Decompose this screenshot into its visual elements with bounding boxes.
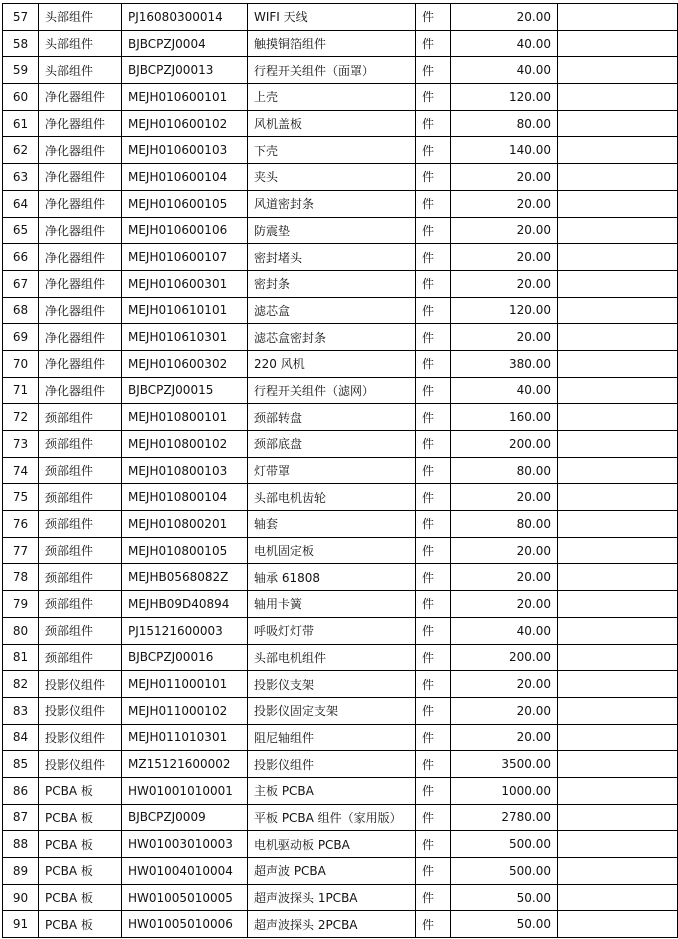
- note-cell: [558, 244, 678, 271]
- row-number-cell: 61: [3, 110, 39, 137]
- row-number-cell: 79: [3, 591, 39, 618]
- part-code-cell: MEJH010800105: [122, 537, 248, 564]
- row-number-cell: 82: [3, 671, 39, 698]
- component-group-cell: 净化器组件: [39, 190, 122, 217]
- unit-cell: 件: [416, 831, 451, 858]
- row-number-cell: 84: [3, 724, 39, 751]
- price-cell: 200.00: [451, 431, 558, 458]
- part-code-cell: MEJH010800103: [122, 457, 248, 484]
- row-number-cell: 66: [3, 244, 39, 271]
- price-cell: 3500.00: [451, 751, 558, 778]
- table-row: [3, 431, 678, 458]
- part-code-cell: MEJH010600103: [122, 137, 248, 164]
- component-group-cell: 净化器组件: [39, 137, 122, 164]
- part-code-cell: MEJH011000102: [122, 697, 248, 724]
- price-cell: 160.00: [451, 404, 558, 431]
- row-number-cell: 89: [3, 858, 39, 885]
- price-cell: 80.00: [451, 110, 558, 137]
- note-cell: [558, 858, 678, 885]
- unit-cell: 件: [416, 350, 451, 377]
- note-cell: [558, 457, 678, 484]
- part-name-cell: 滤芯盒密封条: [248, 324, 416, 351]
- price-cell: 20.00: [451, 217, 558, 244]
- part-name-cell: 超声波 PCBA: [248, 858, 416, 885]
- unit-cell: 件: [416, 164, 451, 191]
- part-name-cell: 滤芯盒: [248, 297, 416, 324]
- price-cell: 20.00: [451, 244, 558, 271]
- part-name-cell: 夹头: [248, 164, 416, 191]
- price-cell: 20.00: [451, 671, 558, 698]
- row-number-cell: 87: [3, 804, 39, 831]
- component-group-cell: PCBA 板: [39, 884, 122, 911]
- row-number-cell: 76: [3, 511, 39, 538]
- note-cell: [558, 164, 678, 191]
- unit-cell: 件: [416, 697, 451, 724]
- component-group-cell: 净化器组件: [39, 244, 122, 271]
- unit-cell: 件: [416, 564, 451, 591]
- note-cell: [558, 911, 678, 938]
- component-group-cell: 颈部组件: [39, 404, 122, 431]
- part-code-cell: MEJH010800104: [122, 484, 248, 511]
- row-number-cell: 83: [3, 697, 39, 724]
- part-code-cell: BJBCPZJ0004: [122, 30, 248, 57]
- table-row: [3, 137, 678, 164]
- part-name-cell: 灯带罩: [248, 457, 416, 484]
- part-code-cell: MEJH010600104: [122, 164, 248, 191]
- unit-cell: 件: [416, 591, 451, 618]
- part-code-cell: HW01004010004: [122, 858, 248, 885]
- note-cell: [558, 671, 678, 698]
- price-cell: 20.00: [451, 591, 558, 618]
- table-row: [3, 457, 678, 484]
- part-code-cell: HW01005010006: [122, 911, 248, 938]
- note-cell: [558, 831, 678, 858]
- unit-cell: 件: [416, 804, 451, 831]
- price-cell: 140.00: [451, 137, 558, 164]
- row-number-cell: 67: [3, 270, 39, 297]
- part-code-cell: MEJH010600106: [122, 217, 248, 244]
- price-cell: 2780.00: [451, 804, 558, 831]
- unit-cell: 件: [416, 324, 451, 351]
- table-row: [3, 297, 678, 324]
- unit-cell: 件: [416, 217, 451, 244]
- price-cell: 20.00: [451, 164, 558, 191]
- part-code-cell: PJ15121600003: [122, 617, 248, 644]
- component-group-cell: PCBA 板: [39, 777, 122, 804]
- price-cell: 500.00: [451, 831, 558, 858]
- part-name-cell: WIFI 天线: [248, 4, 416, 31]
- note-cell: [558, 511, 678, 538]
- price-cell: 120.00: [451, 297, 558, 324]
- table-row: [3, 644, 678, 671]
- part-code-cell: MEJHB09D40894: [122, 591, 248, 618]
- part-name-cell: 行程开关组件（滤网）: [248, 377, 416, 404]
- row-number-cell: 75: [3, 484, 39, 511]
- part-name-cell: 主板 PCBA: [248, 777, 416, 804]
- note-cell: [558, 617, 678, 644]
- row-number-cell: 57: [3, 4, 39, 31]
- component-group-cell: 颈部组件: [39, 537, 122, 564]
- unit-cell: 件: [416, 84, 451, 111]
- part-name-cell: 轴承 61808: [248, 564, 416, 591]
- component-group-cell: 颈部组件: [39, 457, 122, 484]
- price-cell: 20.00: [451, 270, 558, 297]
- note-cell: [558, 270, 678, 297]
- note-cell: [558, 190, 678, 217]
- row-number-cell: 78: [3, 564, 39, 591]
- component-group-cell: 颈部组件: [39, 431, 122, 458]
- component-group-cell: PCBA 板: [39, 911, 122, 938]
- row-number-cell: 73: [3, 431, 39, 458]
- table-row: [3, 564, 678, 591]
- unit-cell: 件: [416, 4, 451, 31]
- table-row: [3, 244, 678, 271]
- component-group-cell: 净化器组件: [39, 297, 122, 324]
- component-group-cell: 颈部组件: [39, 564, 122, 591]
- part-name-cell: 上壳: [248, 84, 416, 111]
- row-number-cell: 68: [3, 297, 39, 324]
- part-name-cell: 超声波探头 2PCBA: [248, 911, 416, 938]
- price-cell: 20.00: [451, 190, 558, 217]
- part-name-cell: 阻尼轴组件: [248, 724, 416, 751]
- component-group-cell: 净化器组件: [39, 217, 122, 244]
- price-cell: 80.00: [451, 457, 558, 484]
- unit-cell: 件: [416, 617, 451, 644]
- part-code-cell: MEJH010600102: [122, 110, 248, 137]
- row-number-cell: 65: [3, 217, 39, 244]
- part-code-cell: MEJH011000101: [122, 671, 248, 698]
- component-group-cell: 颈部组件: [39, 484, 122, 511]
- component-group-cell: 净化器组件: [39, 324, 122, 351]
- table-row: [3, 617, 678, 644]
- unit-cell: 件: [416, 671, 451, 698]
- unit-cell: 件: [416, 537, 451, 564]
- part-name-cell: 触摸铜箔组件: [248, 30, 416, 57]
- table-row: [3, 724, 678, 751]
- note-cell: [558, 804, 678, 831]
- part-code-cell: MEJH010600105: [122, 190, 248, 217]
- part-code-cell: MEJH010800201: [122, 511, 248, 538]
- component-group-cell: 净化器组件: [39, 110, 122, 137]
- part-name-cell: 投影仪支架: [248, 671, 416, 698]
- note-cell: [558, 324, 678, 351]
- unit-cell: 件: [416, 644, 451, 671]
- row-number-cell: 69: [3, 324, 39, 351]
- component-group-cell: 头部组件: [39, 4, 122, 31]
- price-cell: 40.00: [451, 57, 558, 84]
- note-cell: [558, 777, 678, 804]
- unit-cell: 件: [416, 884, 451, 911]
- unit-cell: 件: [416, 30, 451, 57]
- part-name-cell: 投影仪组件: [248, 751, 416, 778]
- price-cell: 50.00: [451, 884, 558, 911]
- unit-cell: 件: [416, 911, 451, 938]
- part-name-cell: 电机固定板: [248, 537, 416, 564]
- unit-cell: 件: [416, 431, 451, 458]
- note-cell: [558, 57, 678, 84]
- note-cell: [558, 644, 678, 671]
- part-name-cell: 220 风机: [248, 350, 416, 377]
- unit-cell: 件: [416, 270, 451, 297]
- part-name-cell: 下壳: [248, 137, 416, 164]
- unit-cell: 件: [416, 110, 451, 137]
- note-cell: [558, 564, 678, 591]
- price-cell: 1000.00: [451, 777, 558, 804]
- price-cell: 200.00: [451, 644, 558, 671]
- part-code-cell: MEJH010600101: [122, 84, 248, 111]
- table-row: [3, 84, 678, 111]
- component-group-cell: 投影仪组件: [39, 751, 122, 778]
- part-name-cell: 密封堵头: [248, 244, 416, 271]
- table-row: [3, 484, 678, 511]
- table-row: [3, 591, 678, 618]
- row-number-cell: 74: [3, 457, 39, 484]
- part-name-cell: 投影仪固定支架: [248, 697, 416, 724]
- part-name-cell: 防震垫: [248, 217, 416, 244]
- unit-cell: 件: [416, 777, 451, 804]
- part-code-cell: BJBCPZJ0009: [122, 804, 248, 831]
- row-number-cell: 58: [3, 30, 39, 57]
- unit-cell: 件: [416, 244, 451, 271]
- component-group-cell: PCBA 板: [39, 831, 122, 858]
- table-row: [3, 164, 678, 191]
- part-code-cell: MEJH010800101: [122, 404, 248, 431]
- part-name-cell: 轴套: [248, 511, 416, 538]
- part-code-cell: BJBCPZJ00013: [122, 57, 248, 84]
- row-number-cell: 77: [3, 537, 39, 564]
- price-cell: 20.00: [451, 564, 558, 591]
- note-cell: [558, 84, 678, 111]
- unit-cell: 件: [416, 377, 451, 404]
- component-group-cell: 投影仪组件: [39, 671, 122, 698]
- part-name-cell: 颈部转盘: [248, 404, 416, 431]
- price-cell: 20.00: [451, 324, 558, 351]
- unit-cell: 件: [416, 137, 451, 164]
- component-group-cell: 净化器组件: [39, 270, 122, 297]
- component-group-cell: 净化器组件: [39, 377, 122, 404]
- table-row: [3, 511, 678, 538]
- note-cell: [558, 4, 678, 31]
- row-number-cell: 60: [3, 84, 39, 111]
- row-number-cell: 71: [3, 377, 39, 404]
- table-row: [3, 537, 678, 564]
- note-cell: [558, 884, 678, 911]
- price-cell: 20.00: [451, 697, 558, 724]
- row-number-cell: 59: [3, 57, 39, 84]
- part-code-cell: MEJH010610301: [122, 324, 248, 351]
- part-code-cell: MEJH010600302: [122, 350, 248, 377]
- unit-cell: 件: [416, 724, 451, 751]
- unit-cell: 件: [416, 457, 451, 484]
- unit-cell: 件: [416, 858, 451, 885]
- table-body: [3, 4, 678, 938]
- unit-cell: 件: [416, 404, 451, 431]
- part-name-cell: 电机驱动板 PCBA: [248, 831, 416, 858]
- price-cell: 80.00: [451, 511, 558, 538]
- table-row: [3, 190, 678, 217]
- part-code-cell: PJ16080300014: [122, 4, 248, 31]
- table-row: [3, 404, 678, 431]
- unit-cell: 件: [416, 57, 451, 84]
- table-row: [3, 30, 678, 57]
- table-row: [3, 777, 678, 804]
- row-number-cell: 88: [3, 831, 39, 858]
- note-cell: [558, 697, 678, 724]
- component-group-cell: 净化器组件: [39, 164, 122, 191]
- price-cell: 50.00: [451, 911, 558, 938]
- table-row: [3, 697, 678, 724]
- table-row: [3, 671, 678, 698]
- price-cell: 380.00: [451, 350, 558, 377]
- part-name-cell: 密封条: [248, 270, 416, 297]
- part-code-cell: MZ15121600002: [122, 751, 248, 778]
- row-number-cell: 81: [3, 644, 39, 671]
- part-code-cell: MEJH010600301: [122, 270, 248, 297]
- component-group-cell: 投影仪组件: [39, 724, 122, 751]
- unit-cell: 件: [416, 751, 451, 778]
- row-number-cell: 86: [3, 777, 39, 804]
- component-group-cell: 投影仪组件: [39, 697, 122, 724]
- table-row: [3, 217, 678, 244]
- part-code-cell: BJBCPZJ00016: [122, 644, 248, 671]
- part-code-cell: MEJHB0568082Z: [122, 564, 248, 591]
- component-group-cell: 净化器组件: [39, 350, 122, 377]
- price-cell: 20.00: [451, 724, 558, 751]
- component-group-cell: 头部组件: [39, 57, 122, 84]
- component-group-cell: 净化器组件: [39, 84, 122, 111]
- table-row: [3, 270, 678, 297]
- note-cell: [558, 724, 678, 751]
- price-cell: 20.00: [451, 537, 558, 564]
- table-row: [3, 377, 678, 404]
- table-row: [3, 911, 678, 938]
- part-code-cell: HW01005010005: [122, 884, 248, 911]
- unit-cell: 件: [416, 297, 451, 324]
- row-number-cell: 90: [3, 884, 39, 911]
- price-cell: 20.00: [451, 484, 558, 511]
- component-group-cell: 颈部组件: [39, 617, 122, 644]
- part-name-cell: 头部电机齿轮: [248, 484, 416, 511]
- part-code-cell: MEJH011010301: [122, 724, 248, 751]
- price-cell: 20.00: [451, 4, 558, 31]
- note-cell: [558, 110, 678, 137]
- part-name-cell: 头部电机组件: [248, 644, 416, 671]
- unit-cell: 件: [416, 484, 451, 511]
- note-cell: [558, 217, 678, 244]
- note-cell: [558, 297, 678, 324]
- table-row: [3, 858, 678, 885]
- part-code-cell: HW01003010003: [122, 831, 248, 858]
- row-number-cell: 72: [3, 404, 39, 431]
- component-group-cell: 颈部组件: [39, 511, 122, 538]
- price-cell: 40.00: [451, 377, 558, 404]
- part-name-cell: 呼吸灯灯带: [248, 617, 416, 644]
- parts-price-table: [2, 3, 678, 938]
- price-cell: 500.00: [451, 858, 558, 885]
- part-code-cell: BJBCPZJ00015: [122, 377, 248, 404]
- row-number-cell: 85: [3, 751, 39, 778]
- price-cell: 120.00: [451, 84, 558, 111]
- part-name-cell: 风道密封条: [248, 190, 416, 217]
- unit-cell: 件: [416, 190, 451, 217]
- component-group-cell: PCBA 板: [39, 804, 122, 831]
- note-cell: [558, 431, 678, 458]
- table-row: [3, 4, 678, 31]
- part-name-cell: 平板 PCBA 组件（家用版）: [248, 804, 416, 831]
- note-cell: [558, 137, 678, 164]
- component-group-cell: PCBA 板: [39, 858, 122, 885]
- unit-cell: 件: [416, 511, 451, 538]
- note-cell: [558, 751, 678, 778]
- part-name-cell: 颈部底盘: [248, 431, 416, 458]
- price-cell: 40.00: [451, 30, 558, 57]
- table-row: [3, 350, 678, 377]
- row-number-cell: 70: [3, 350, 39, 377]
- table-row: [3, 804, 678, 831]
- note-cell: [558, 484, 678, 511]
- table-row: [3, 57, 678, 84]
- row-number-cell: 63: [3, 164, 39, 191]
- component-group-cell: 颈部组件: [39, 644, 122, 671]
- note-cell: [558, 404, 678, 431]
- part-code-cell: HW01001010001: [122, 777, 248, 804]
- table-row: [3, 324, 678, 351]
- part-code-cell: MEJH010610101: [122, 297, 248, 324]
- table-row: [3, 831, 678, 858]
- row-number-cell: 64: [3, 190, 39, 217]
- note-cell: [558, 537, 678, 564]
- table-row: [3, 751, 678, 778]
- note-cell: [558, 30, 678, 57]
- part-name-cell: 风机盖板: [248, 110, 416, 137]
- row-number-cell: 80: [3, 617, 39, 644]
- component-group-cell: 颈部组件: [39, 591, 122, 618]
- row-number-cell: 62: [3, 137, 39, 164]
- price-cell: 40.00: [451, 617, 558, 644]
- table-row: [3, 884, 678, 911]
- component-group-cell: 头部组件: [39, 30, 122, 57]
- part-code-cell: MEJH010800102: [122, 431, 248, 458]
- note-cell: [558, 350, 678, 377]
- note-cell: [558, 377, 678, 404]
- part-name-cell: 行程开关组件（面罩）: [248, 57, 416, 84]
- row-number-cell: 91: [3, 911, 39, 938]
- part-code-cell: MEJH010600107: [122, 244, 248, 271]
- table-row: [3, 110, 678, 137]
- part-name-cell: 轴用卡簧: [248, 591, 416, 618]
- part-name-cell: 超声波探头 1PCBA: [248, 884, 416, 911]
- note-cell: [558, 591, 678, 618]
